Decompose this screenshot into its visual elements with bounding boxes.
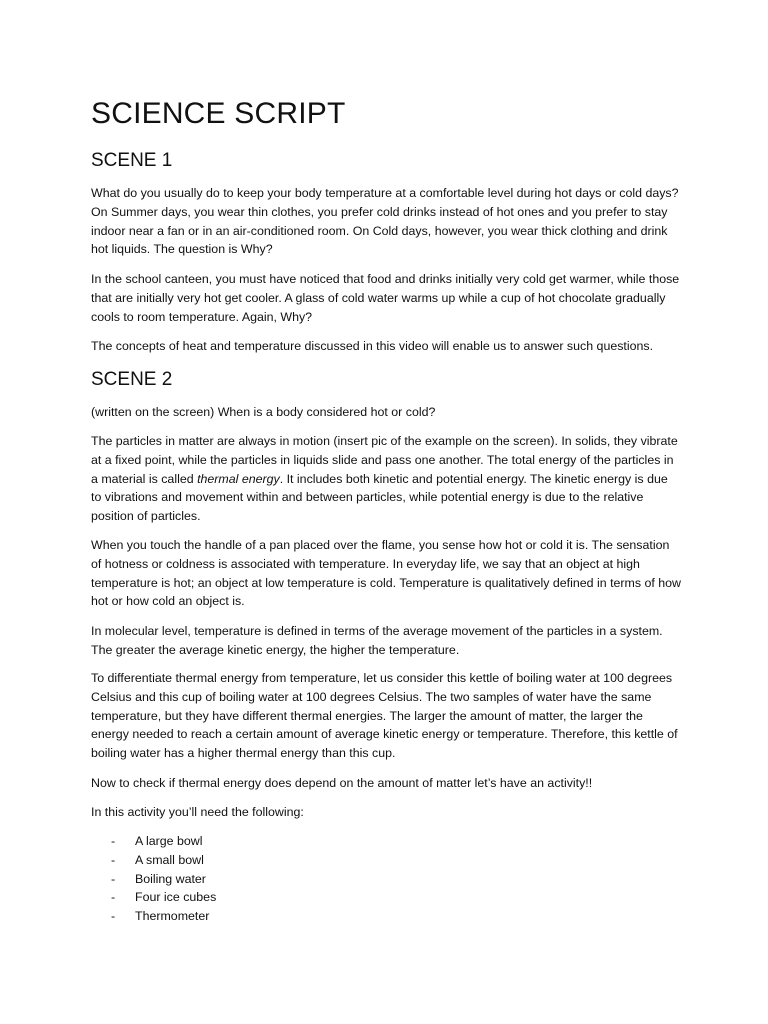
- scene-1-paragraph-3: The concepts of heat and temperature discussed in this video will enable us to answer such questions.: [91, 339, 654, 353]
- scene-2-paragraph-6: Now to check if thermal energy does depend on the amount of matter let’s have an activity!!: [91, 776, 593, 790]
- list-marker: -: [111, 852, 116, 867]
- list-marker: -: [111, 890, 116, 905]
- scene-2-paragraph-7: In this activity you’ll need the following:: [91, 805, 304, 819]
- list-item: [111, 888, 216, 907]
- paragraph-text: . It includes both kinetic and potential energy. The kinetic energy is due to vibrations and movement within and between particles, while potential energy is due to the relative position of particles.: [91, 471, 668, 524]
- list-item-text: Boiling water: [135, 871, 206, 886]
- list-item-text: Thermometer: [135, 909, 210, 924]
- scene-2-paragraph-2: [91, 432, 681, 526]
- paragraph-text: The particles in matter are always in motion (insert pic of the example on the screen). In solids, they vibrate at a fixed point, while the particles in liquids slide and pass one another. The total energy of the particles in a material is called: [91, 434, 678, 486]
- document-title: SCIENCE SCRIPT: [91, 97, 346, 130]
- list-marker: -: [111, 834, 116, 848]
- list-item: [111, 907, 216, 926]
- scene-2-paragraph-1: (written on the screen) When is a body considered hot or cold?: [91, 405, 436, 419]
- list-marker: -: [111, 871, 116, 886]
- scene-1-heading: SCENE 1: [91, 150, 173, 171]
- list-item-text: A large bowl: [135, 834, 203, 848]
- scene-1-paragraph-1: What do you usually do to keep your body temperature at a comfortable level during hot days or cold days? On Summer days, you wear thin clothes, you prefer cold drinks instead of hot ones and you prefer to stay indoor near a fan or in an air-conditioned room. On Cold days, however, you wear thick clothing and drink hot liquids. The question is Why?: [91, 186, 679, 257]
- list-item-text: A small bowl: [135, 852, 204, 867]
- scene-1-paragraph-2: In the school canteen, you must have noticed that food and drinks initially very cold get warmer, while those that are initially very hot get cooler. A glass of cold water warms up while a cup of hot chocolate gradually cools to room temperature. Again, Why?: [91, 272, 680, 324]
- scene-2-heading: SCENE 2: [91, 369, 173, 390]
- list-item-text: Four ice cubes: [135, 890, 217, 905]
- list-marker: -: [111, 909, 116, 924]
- scene-2-paragraph-3: When you touch the handle of a pan placed over the flame, you sense how hot or cold it is. The sensation of hotness or coldness is associated with temperature. In everyday life, we say that an object at high temperature is hot; an object at low temperature is cold. Temperature is qualitatively defined in terms of how hot or how cold an object is.: [91, 538, 682, 609]
- list-item: [111, 832, 216, 851]
- list-item: [111, 870, 216, 889]
- scene-2-paragraph-4: In molecular level, temperature is defined in terms of the average movement of the particles in a system. The greater the average kinetic energy, the higher the temperature.: [91, 624, 663, 657]
- materials-list: [111, 832, 216, 926]
- thermal-energy-term: thermal energy: [197, 471, 280, 486]
- scene-2-paragraph-5: To differentiate thermal energy from temperature, let us consider this kettle of boiling water at 100 degrees Celsius and this cup of boiling water at 100 degrees Celsius. The two samples of water have the same temperature, but they have different thermal energies. The larger the amount of matter, the larger the energy needed to reach a certain amount of average kinetic energy or temperature. Therefore, this kettle of boiling water has a higher thermal energy than this cup.: [91, 671, 678, 761]
- list-item: [111, 851, 216, 870]
